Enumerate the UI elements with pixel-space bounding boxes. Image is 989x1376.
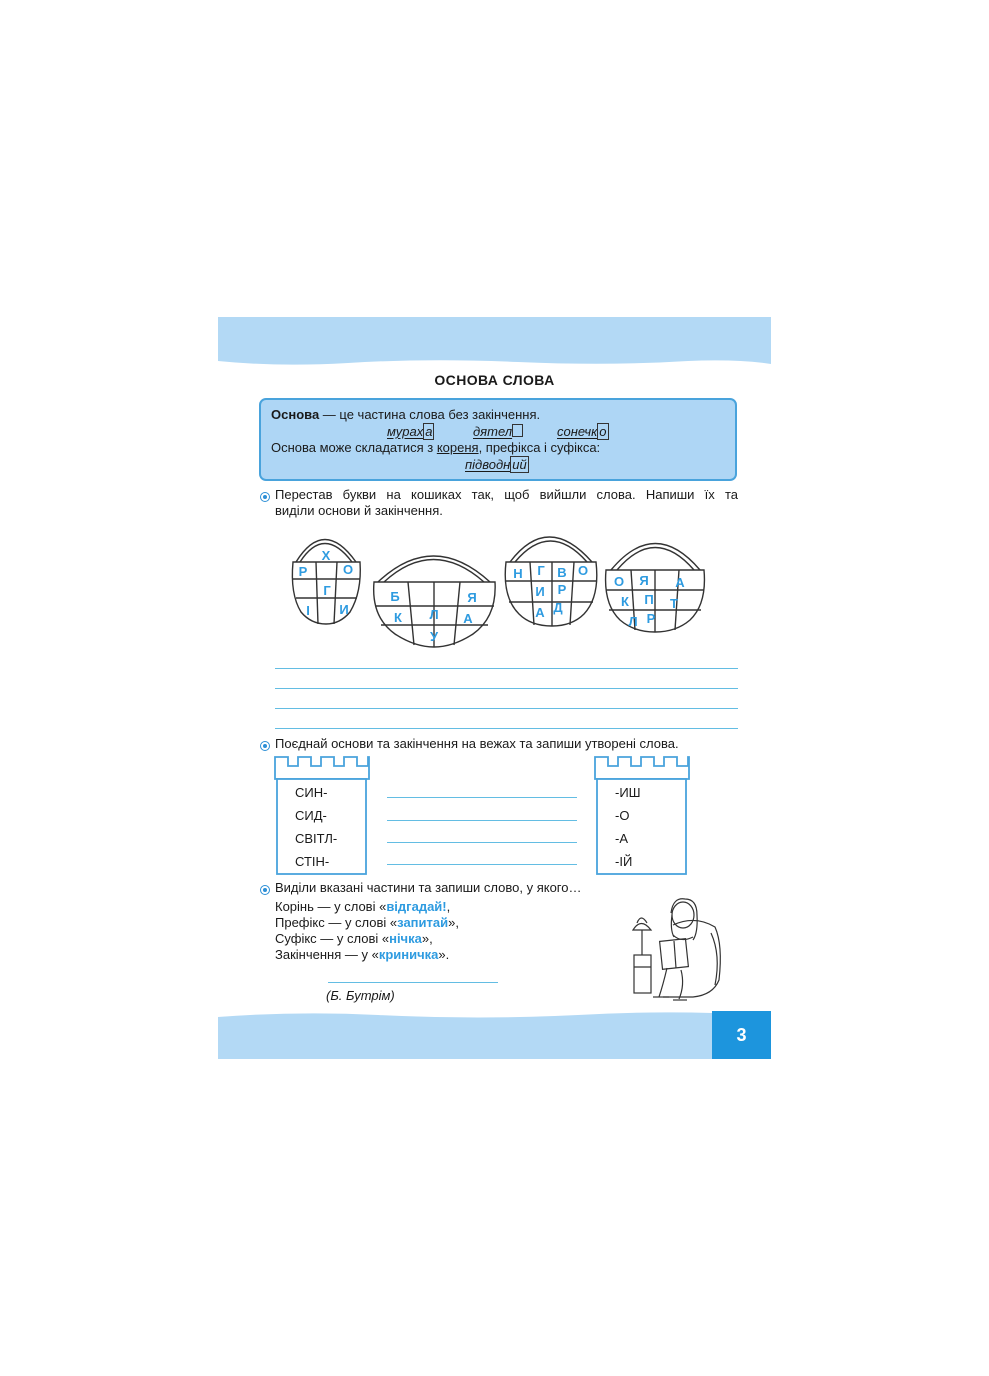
basket-letter: Л bbox=[429, 607, 439, 622]
empty-ending-box bbox=[512, 424, 523, 437]
basket-letter: І bbox=[306, 603, 310, 618]
basket-letter: И bbox=[535, 584, 545, 599]
ending-item: -А bbox=[615, 831, 628, 846]
bottom-wave-band bbox=[218, 1011, 771, 1059]
author-credit: (Б. Бутрім) bbox=[326, 988, 395, 1003]
answer-line[interactable] bbox=[328, 982, 498, 983]
definition-term: Основа bbox=[271, 407, 320, 422]
stem-item: СВІТЛ- bbox=[295, 831, 338, 846]
writing-line[interactable] bbox=[275, 688, 738, 689]
basket-letter: Г bbox=[537, 563, 545, 578]
example-pidvodnyi: підводн ий bbox=[465, 457, 527, 472]
task1-instruction: Перестав букви на кошиках так, щоб вийшли слова. Напиши їх та виділи основи й закінчення. bbox=[275, 487, 738, 518]
answer-line[interactable] bbox=[387, 797, 577, 798]
page-number: 3 bbox=[712, 1011, 771, 1059]
basket-letter: Я bbox=[639, 573, 649, 588]
basket-letter: Н bbox=[513, 566, 523, 581]
basket-letter: Б bbox=[390, 589, 400, 604]
right-tower bbox=[594, 756, 691, 876]
basket-letter: А bbox=[535, 605, 545, 620]
writing-line[interactable] bbox=[275, 708, 738, 709]
basket-letter: У bbox=[429, 629, 439, 644]
basket-letter: Л bbox=[628, 614, 638, 629]
definition-line-1 bbox=[271, 407, 540, 422]
writing-line[interactable] bbox=[275, 668, 738, 669]
stem-item: СИН- bbox=[295, 785, 328, 800]
basket-3 bbox=[505, 537, 597, 626]
workbook-page bbox=[218, 317, 771, 1059]
baskets-illustration bbox=[278, 522, 718, 657]
answer-line[interactable] bbox=[387, 842, 577, 843]
basket-letter: А bbox=[463, 611, 473, 626]
task-marker-icon bbox=[260, 492, 270, 502]
reading-girl-illustration bbox=[623, 885, 728, 1005]
ending-item: -О bbox=[615, 808, 630, 823]
basket-letter: Т bbox=[670, 596, 678, 611]
basket-letter: В bbox=[557, 565, 567, 580]
task-marker-icon bbox=[260, 741, 270, 751]
page-title: ОСНОВА СЛОВА bbox=[434, 372, 555, 388]
basket-letter: Х bbox=[321, 548, 331, 563]
basket-letter: Д bbox=[553, 600, 563, 615]
basket-letter: Р bbox=[646, 611, 656, 626]
riddle-line-3: Суфікс — у слові «нічка», bbox=[275, 931, 433, 946]
basket-letter: Г bbox=[323, 583, 331, 598]
task-marker-icon bbox=[260, 885, 270, 895]
stem-item: СИД- bbox=[295, 808, 327, 823]
basket-letter: Р bbox=[557, 582, 567, 597]
writing-line[interactable] bbox=[275, 728, 738, 729]
riddle-line-4: Закінчення — у «криничка». bbox=[275, 947, 450, 962]
top-wave-band bbox=[218, 317, 771, 367]
riddle-line-2: Префікс — у слові «запитай», bbox=[275, 915, 459, 930]
riddle-line-1: Корінь — у слові «відгадай!, bbox=[275, 899, 451, 914]
example-sonechko: сонечк о bbox=[557, 424, 607, 439]
stem-item: СТІН- bbox=[295, 854, 330, 869]
answer-line[interactable] bbox=[387, 820, 577, 821]
definition-box bbox=[259, 398, 737, 481]
basket-letter: П bbox=[644, 592, 654, 607]
ending-item: -ИШ bbox=[615, 785, 641, 800]
task2-instruction: Поєднай основи та закінчення на вежах та запиши утворені слова. bbox=[275, 736, 679, 751]
basket-letter: Я bbox=[467, 590, 477, 605]
basket-letter: К bbox=[394, 610, 402, 625]
basket-letter: А bbox=[675, 575, 685, 590]
basket-letter: Р bbox=[298, 564, 308, 579]
ending-item: -ІЙ bbox=[615, 854, 633, 869]
definition-text: — це частина слова без закінчення. bbox=[319, 407, 541, 422]
answer-line[interactable] bbox=[387, 864, 577, 865]
basket-letter: О bbox=[342, 562, 354, 577]
definition-line-2: Основа може складатися з кореня, префікса і суфікса: bbox=[271, 440, 601, 455]
basket-letter: О bbox=[577, 563, 589, 578]
basket-letter: О bbox=[613, 574, 625, 589]
basket-letter: К bbox=[621, 594, 629, 609]
example-diatel: дятел bbox=[473, 424, 523, 439]
basket-letter: И bbox=[339, 602, 349, 617]
example-murakha: мурах а bbox=[387, 424, 433, 439]
task3-instruction: Виділи вказані частини та запиши слово, у якого… bbox=[275, 880, 582, 895]
